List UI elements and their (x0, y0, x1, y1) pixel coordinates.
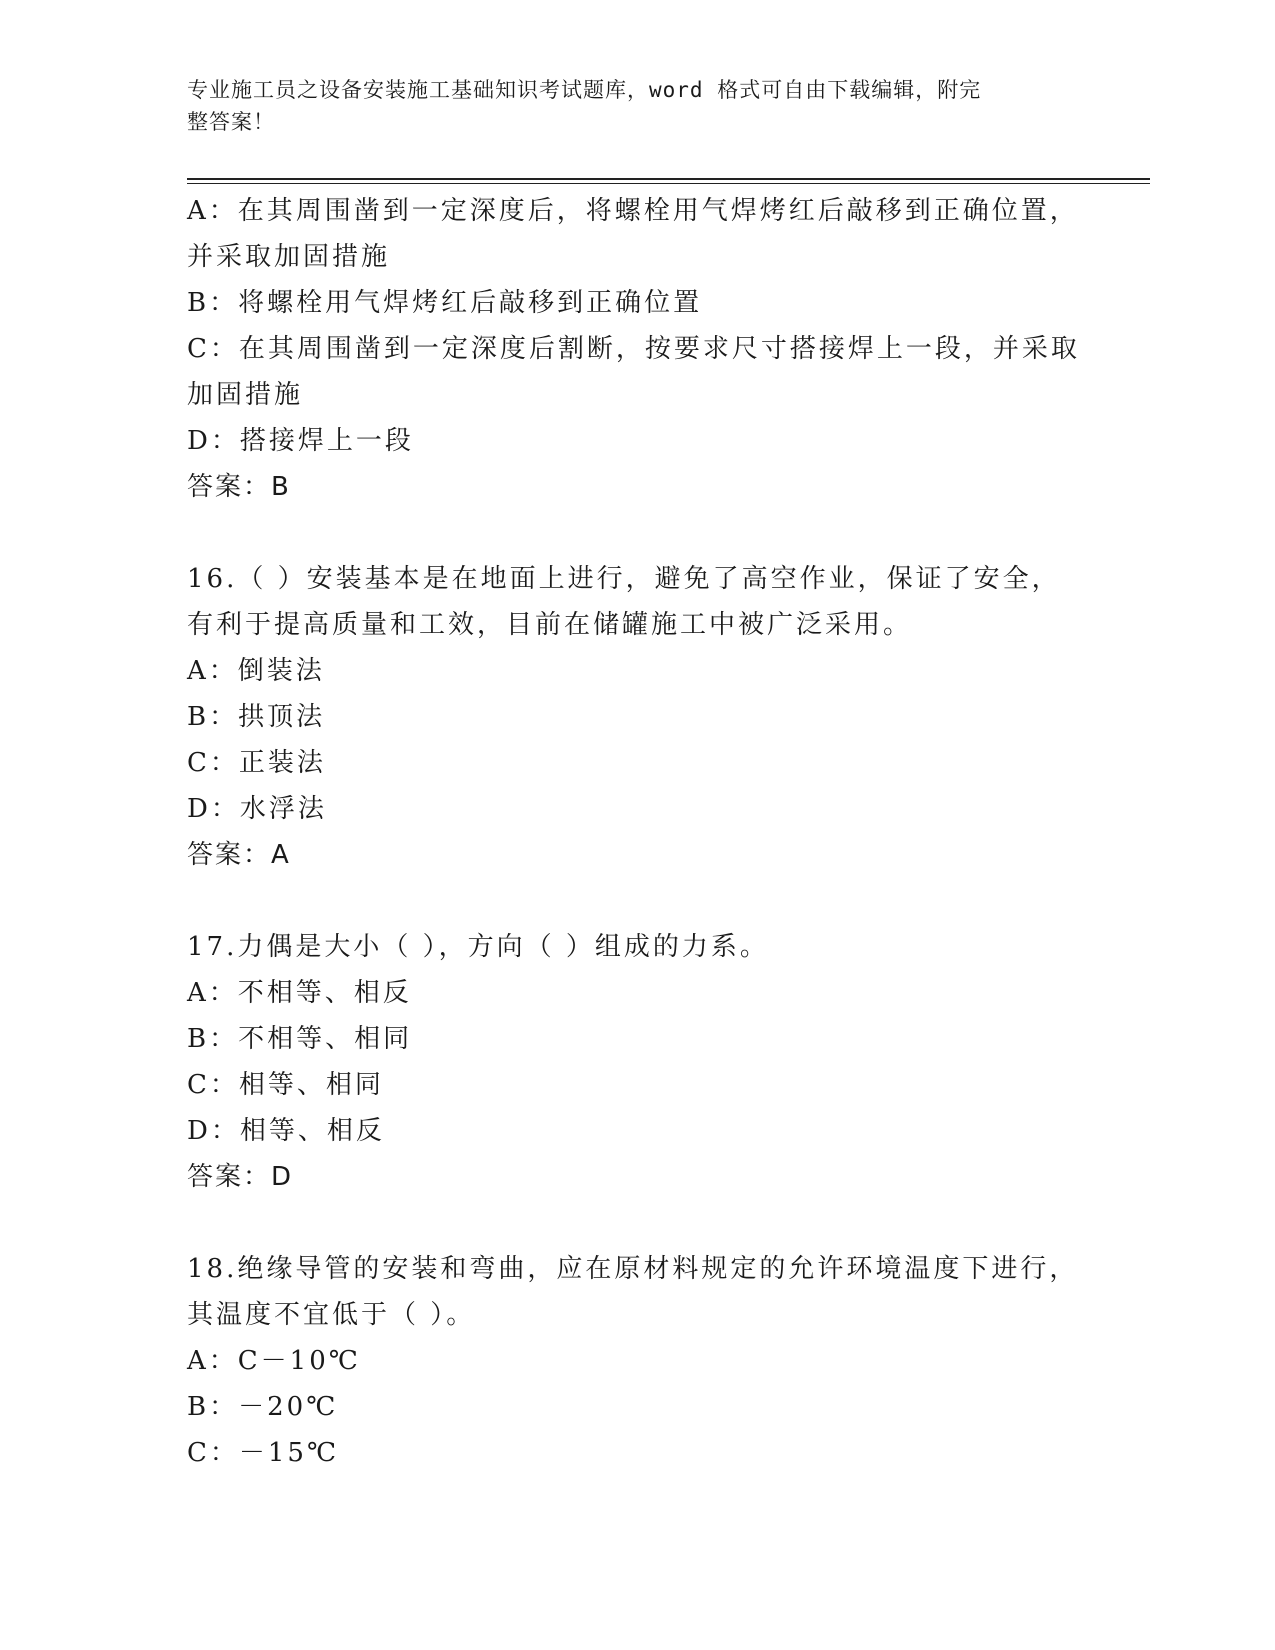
option-d: D：搭接焊上一段 (187, 426, 414, 456)
option-a: A：C－10℃ (187, 1346, 361, 1376)
question-18 (187, 1246, 1087, 1476)
spacer (187, 878, 1087, 924)
question-list (187, 188, 1087, 1476)
option-b: B：不相等、相同 (187, 1024, 413, 1054)
question-stem-line-1: 16.（ ）安装基本是在地面上进行，避免了高空作业，保证了安全， (187, 564, 1061, 594)
question-16 (187, 556, 1087, 878)
answer: 答案：B (187, 472, 291, 502)
header-divider-thick (187, 178, 1150, 180)
question-stem-line-2: 有利于提高质量和工效，目前在储罐施工中被广泛采用。 (187, 610, 913, 640)
answer: 答案：D (187, 1162, 294, 1192)
option-a-line-2: 并采取加固措施 (187, 242, 391, 272)
header-line-1: 专业施工员之设备安装施工基础知识考试题库，word 格式可自由下载编辑，附完 (187, 78, 982, 102)
option-b: B：－20℃ (187, 1392, 339, 1422)
option-d: D：相等、相反 (187, 1116, 385, 1146)
option-d: D：水浮法 (187, 794, 327, 824)
question-stem-line-2: 其温度不宜低于（ ）。 (187, 1300, 476, 1330)
header-divider-thin (187, 183, 1150, 184)
option-a: A：倒装法 (187, 656, 325, 686)
document-header (187, 74, 1067, 138)
option-a-line-1: A：在其周围凿到一定深度后，将螺栓用气焊烤红后敲移到正确位置， (187, 196, 1079, 226)
option-c: C：－15℃ (187, 1438, 340, 1468)
option-c: C：正装法 (187, 748, 326, 778)
spacer (187, 1200, 1087, 1246)
question-17 (187, 924, 1087, 1200)
question-15-options (187, 188, 1087, 510)
question-stem: 17.力偶是大小（ ），方向（ ）组成的力系。 (187, 932, 769, 962)
option-c-line-2: 加固措施 (187, 380, 304, 410)
answer: 答案：A (187, 840, 291, 870)
option-b: B：拱顶法 (187, 702, 326, 732)
question-stem-line-1: 18.绝缘导管的安装和弯曲，应在原材料规定的允许环境温度下进行， (187, 1254, 1079, 1284)
spacer (187, 510, 1087, 556)
option-b: B：将螺栓用气焊烤红后敲移到正确位置 (187, 288, 703, 318)
option-c: C：相等、相同 (187, 1070, 384, 1100)
header-line-2: 整答案！ (187, 110, 275, 134)
option-a: A：不相等、相反 (187, 978, 412, 1008)
option-c-line-1: C：在其周围凿到一定深度后割断，按要求尺寸搭接焊上一段，并采取 (187, 334, 1080, 364)
